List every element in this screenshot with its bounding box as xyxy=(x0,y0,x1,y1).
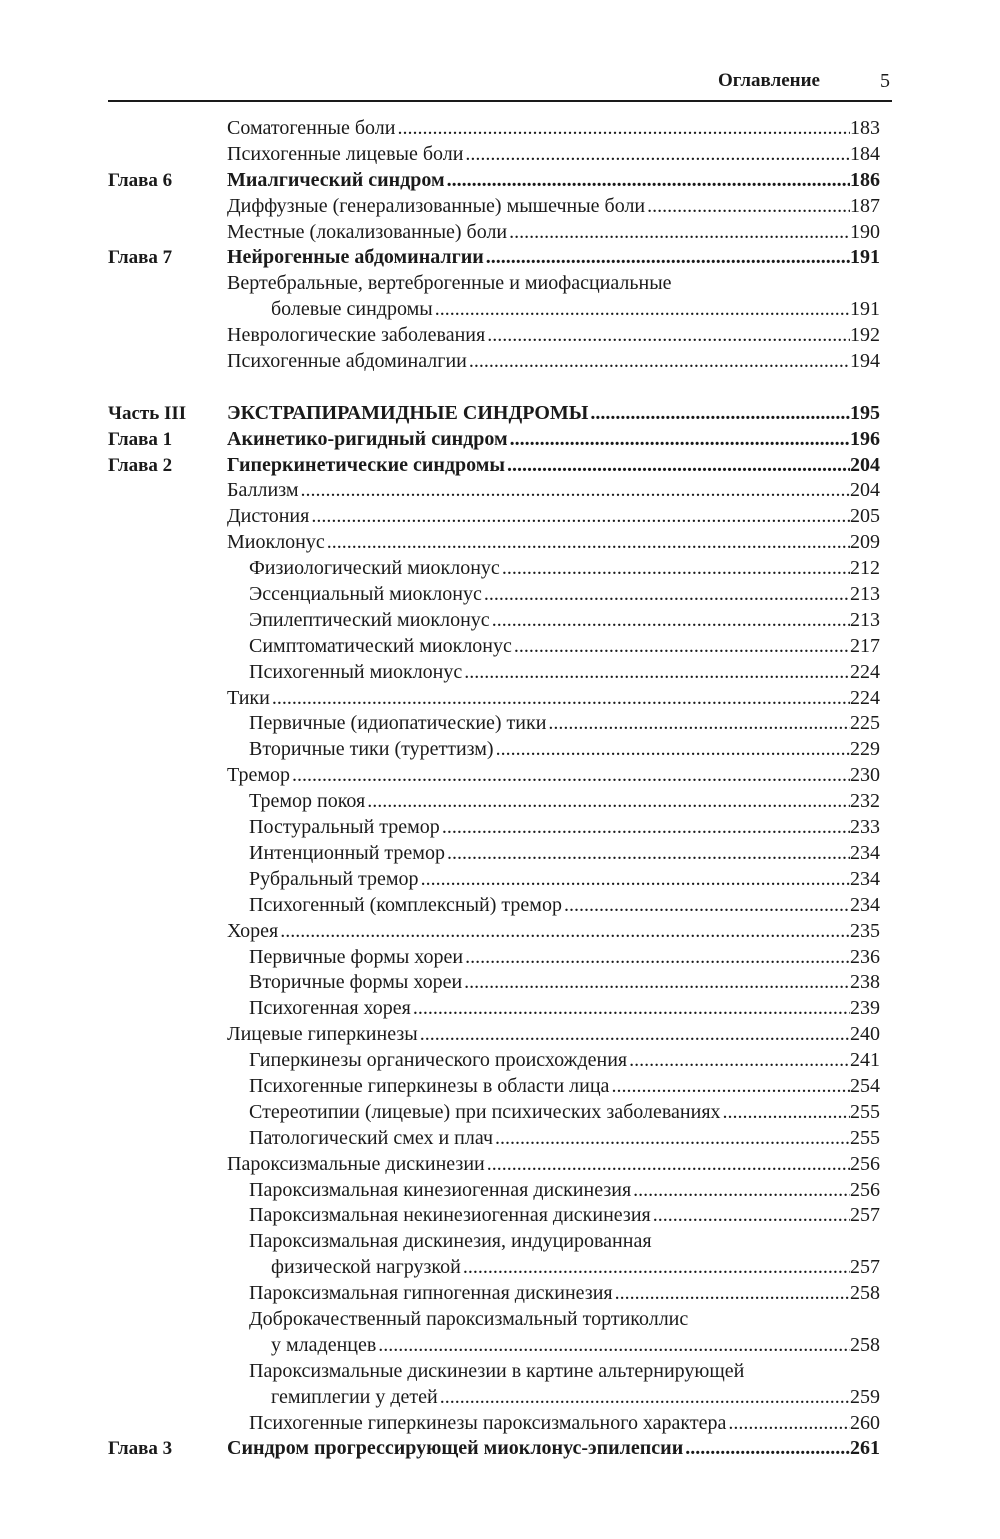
toc-row xyxy=(108,996,880,1022)
toc-entry: Местные (локализованные) боли ..... 190 xyxy=(227,220,880,246)
toc-row xyxy=(108,556,880,582)
toc-page: 235 xyxy=(850,919,880,942)
toc-row xyxy=(108,1307,880,1333)
toc-row xyxy=(108,841,880,867)
toc-page: 187 xyxy=(850,194,880,217)
toc-page: 204 xyxy=(850,453,880,476)
toc-entry: Пароксизмальная кинезиогенная дискинезия ..... 256 xyxy=(249,1178,880,1204)
toc-entry: Акинетико-ригидный синдром ..... 196 xyxy=(227,427,880,453)
toc-row xyxy=(108,582,880,608)
toc-page: 261 xyxy=(850,1437,880,1460)
toc-page: 232 xyxy=(850,790,880,813)
toc-row xyxy=(108,711,880,737)
part-label: Часть III xyxy=(108,402,187,424)
toc-page: 257 xyxy=(850,1204,880,1227)
toc-entry: Интенционный тремор ..... 234 xyxy=(249,841,880,867)
toc-row xyxy=(108,504,880,530)
toc-row xyxy=(108,530,880,556)
toc-row xyxy=(108,763,880,789)
toc-row xyxy=(108,789,880,815)
toc-row xyxy=(108,893,880,919)
toc-page: 233 xyxy=(850,816,880,839)
toc-row xyxy=(108,1152,880,1178)
toc-row xyxy=(108,478,880,504)
toc-page: 236 xyxy=(850,945,880,968)
toc-page: 260 xyxy=(850,1411,880,1434)
toc-row xyxy=(108,1048,880,1074)
toc-row xyxy=(108,1074,880,1100)
toc-entry: Вторичные тики (туреттизм) ..... 229 xyxy=(249,737,880,763)
toc-page: 224 xyxy=(850,660,880,683)
chapter-label: Глава 6 xyxy=(108,169,173,191)
toc-entry: Соматогенные боли ..... 183 xyxy=(227,116,880,142)
toc-entry: Пароксизмальная некинезиогенная дискинезия ..... 257 xyxy=(249,1203,880,1229)
toc-row xyxy=(108,1126,880,1152)
toc-page: 229 xyxy=(850,738,880,761)
toc-entry: Нейрогенные абдоминалгии ..... 191 xyxy=(227,245,880,271)
toc-entry: Тремор ..... 230 xyxy=(227,763,880,789)
toc-page: 240 xyxy=(850,1023,880,1046)
toc-page: 259 xyxy=(850,1385,880,1408)
toc-page: 184 xyxy=(850,142,880,165)
toc-row-chapter xyxy=(108,168,880,194)
toc-row xyxy=(108,608,880,634)
toc-row xyxy=(108,1333,880,1359)
toc-page: 213 xyxy=(850,583,880,606)
toc-entry: у младенцев ..... 258 xyxy=(271,1333,880,1359)
toc-row xyxy=(108,1229,880,1255)
toc-page: 205 xyxy=(850,505,880,528)
toc-row xyxy=(108,1385,880,1411)
toc-row xyxy=(108,297,880,323)
toc-row xyxy=(108,142,880,168)
toc-row-chapter xyxy=(108,453,880,479)
toc-row xyxy=(108,660,880,686)
toc-entry: Гиперкинетические синдромы ..... 204 xyxy=(227,453,880,479)
chapter-label: Глава 1 xyxy=(108,428,173,450)
toc-entry: Первичные формы хореи ..... 236 xyxy=(249,945,880,971)
toc-page: 194 xyxy=(850,350,880,373)
toc-entry: физической нагрузкой ..... 257 xyxy=(271,1255,880,1281)
header-page-number: 5 xyxy=(880,70,890,92)
toc-page: 191 xyxy=(850,298,880,321)
toc-entry: ЭКСТРАПИРАМИДНЫЕ СИНДРОМЫ ..... 195 xyxy=(227,401,880,427)
toc-page: 234 xyxy=(850,867,880,890)
toc-entry-text: Пароксизмальные дискинезии в картине альтернирующей xyxy=(249,1359,745,1382)
chapter-label: Глава 3 xyxy=(108,1438,173,1460)
toc-entry: Психогенные абдоминалгии ..... 194 xyxy=(227,349,880,375)
toc-page: 209 xyxy=(850,531,880,554)
toc-row xyxy=(108,1100,880,1126)
toc-entry: Симптоматический миоклонус ..... 217 xyxy=(249,634,880,660)
chapter-label: Глава 7 xyxy=(108,247,173,269)
toc-page: 217 xyxy=(850,634,880,657)
toc-page: 196 xyxy=(850,427,880,450)
toc-page: 258 xyxy=(850,1333,880,1356)
toc-entry: Эссенциальный миоклонус ..... 213 xyxy=(249,582,880,608)
toc-entry: Неврологические заболевания ..... 192 xyxy=(227,323,880,349)
toc-page: 186 xyxy=(850,168,880,191)
toc-page: 234 xyxy=(850,893,880,916)
toc-entry: Диффузные (генерализованные) мышечные боли ..... 187 xyxy=(227,194,880,220)
toc-entry: Хорея ..... 235 xyxy=(227,919,880,945)
toc-entry: Миалгический синдром ..... 186 xyxy=(227,168,880,194)
toc-entry: Вторичные формы хореи ..... 238 xyxy=(249,970,880,996)
toc-entry: Миоклонус ..... 209 xyxy=(227,530,880,556)
toc-row xyxy=(108,1411,880,1437)
toc-entry: Психогенные гиперкинезы пароксизмального характера ..... 260 xyxy=(249,1411,880,1437)
running-header xyxy=(108,70,892,102)
toc-row xyxy=(108,323,880,349)
toc-entry: болевые синдромы ..... 191 xyxy=(271,297,880,323)
toc-entry-text: Пароксизмальная дискинезия, индуцированная xyxy=(249,1230,652,1253)
toc-row xyxy=(108,945,880,971)
toc-page: 230 xyxy=(850,764,880,787)
toc-row xyxy=(108,1022,880,1048)
toc-entry: Тремор покоя ..... 232 xyxy=(249,789,880,815)
toc-entry-text: Вертебральные, вертеброгенные и миофасциальные xyxy=(227,272,672,295)
toc-row xyxy=(108,815,880,841)
toc-entry: Пароксизмальные дискинезии ..... 256 xyxy=(227,1152,880,1178)
toc-entry: Рубральный тремор ..... 234 xyxy=(249,867,880,893)
toc-entry: Физиологический миоклонус ..... 212 xyxy=(249,556,880,582)
toc-page: 255 xyxy=(850,1126,880,1149)
toc-row xyxy=(108,220,880,246)
toc-page: 238 xyxy=(850,971,880,994)
toc-entry: Баллизм ..... 204 xyxy=(227,478,880,504)
toc-row-chapter xyxy=(108,1436,880,1462)
toc-row xyxy=(108,116,880,142)
toc-row xyxy=(108,1281,880,1307)
toc-entry: Постуральный тремор ..... 233 xyxy=(249,815,880,841)
toc-page: 258 xyxy=(850,1282,880,1305)
toc-page: 183 xyxy=(850,117,880,139)
toc-row xyxy=(108,686,880,712)
toc-row xyxy=(108,1255,880,1281)
toc-row-part xyxy=(108,401,880,427)
toc-entry: Синдром прогрессирующей миоклонус-эпилепсии ..... 261 xyxy=(227,1436,880,1462)
toc-entry: Психогенные лицевые боли ..... 184 xyxy=(227,142,880,168)
toc-row-chapter xyxy=(108,427,880,453)
toc-row-chapter xyxy=(108,245,880,271)
toc-entry: Психогенные гиперкинезы в области лица ..... 254 xyxy=(249,1074,880,1100)
toc-entry: Эпилептический миоклонус ..... 213 xyxy=(249,608,880,634)
toc-page: 204 xyxy=(850,479,880,502)
toc-entry: гемиплегии у детей ..... 259 xyxy=(271,1385,880,1411)
toc-page: 256 xyxy=(850,1178,880,1201)
toc-entry: Патологический смех и плач ..... 255 xyxy=(249,1126,880,1152)
toc-entry: Первичные (идиопатические) тики ..... 225 xyxy=(249,711,880,737)
toc-page: 241 xyxy=(850,1049,880,1072)
toc-entry: Стереотипии (лицевые) при психических заболеваниях ..... 255 xyxy=(249,1100,880,1126)
table-of-contents xyxy=(108,116,880,1462)
toc-page: 224 xyxy=(850,686,880,709)
chapter-label: Глава 2 xyxy=(108,454,173,476)
toc-page: 192 xyxy=(850,324,880,347)
toc-row xyxy=(108,737,880,763)
toc-entry: Психогенная хорея ..... 239 xyxy=(249,996,880,1022)
toc-row xyxy=(108,1178,880,1204)
toc-entry-text: Доброкачественный пароксизмальный тортиколлис xyxy=(249,1307,689,1330)
toc-row xyxy=(108,1203,880,1229)
toc-page: 234 xyxy=(850,841,880,864)
toc-entry: Пароксизмальная гипногенная дискинезия ..... 258 xyxy=(249,1281,880,1307)
toc-page: 212 xyxy=(850,557,880,580)
toc-page: 254 xyxy=(850,1074,880,1097)
toc-page: 191 xyxy=(850,246,880,269)
header-title: Оглавление xyxy=(717,70,820,91)
toc-row xyxy=(108,634,880,660)
toc-page: 239 xyxy=(850,997,880,1020)
toc-page: 256 xyxy=(850,1152,880,1175)
toc-page: 213 xyxy=(850,608,880,631)
toc-entry: Тики ..... 224 xyxy=(227,686,880,712)
toc-row xyxy=(108,1359,880,1385)
toc-page: 257 xyxy=(850,1256,880,1279)
toc-entry: Психогенный миоклонус ..... 224 xyxy=(249,660,880,686)
toc-row xyxy=(108,271,880,297)
toc-row xyxy=(108,919,880,945)
toc-page: 255 xyxy=(850,1100,880,1123)
toc-row xyxy=(108,867,880,893)
toc-row xyxy=(108,194,880,220)
toc-entry: Гиперкинезы органического происхождения ..... 241 xyxy=(249,1048,880,1074)
toc-entry: Психогенный (комплексный) тремор ..... 234 xyxy=(249,893,880,919)
toc-entry: Лицевые гиперкинезы ..... 240 xyxy=(227,1022,880,1048)
toc-page: 195 xyxy=(850,401,880,424)
toc-entry: Дистония ..... 205 xyxy=(227,504,880,530)
toc-row xyxy=(108,349,880,375)
toc-page: 190 xyxy=(850,220,880,243)
toc-page: 225 xyxy=(850,712,880,735)
toc-row xyxy=(108,970,880,996)
